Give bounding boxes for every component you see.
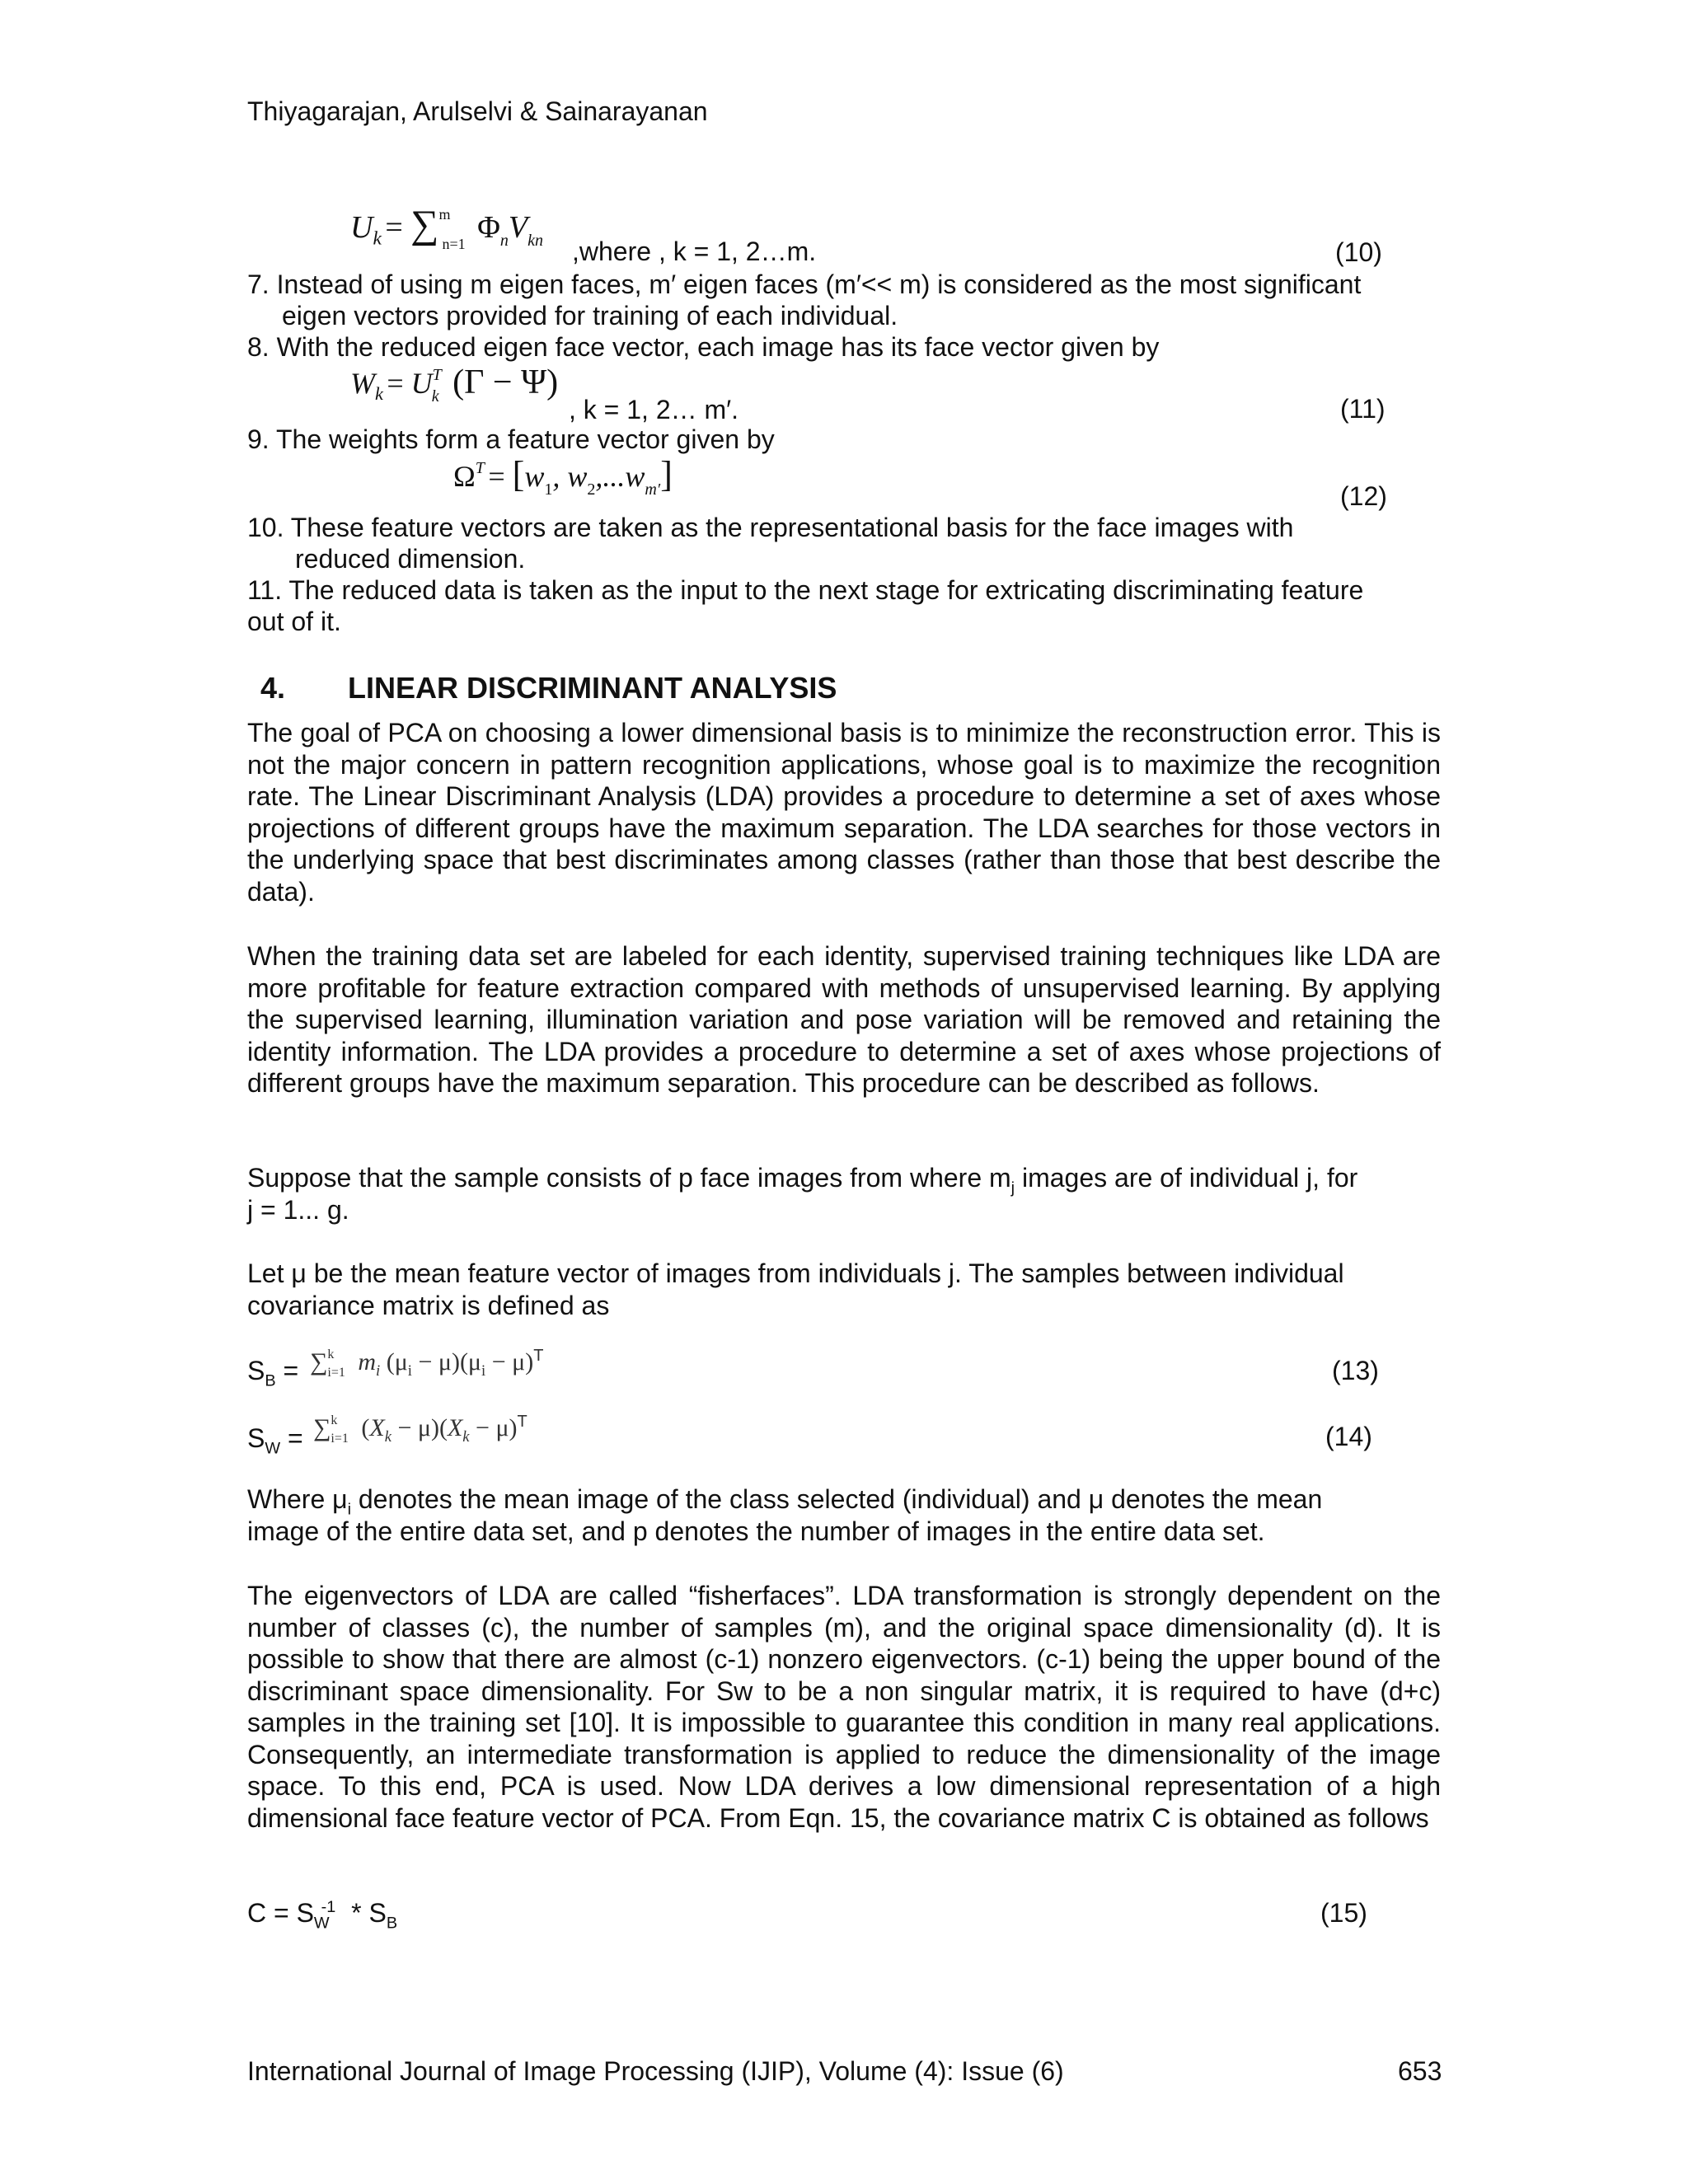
equation-14-image: ∑$^k_{i=1}$ $(X_k - \mu)(X_k - \mu)^T$	[313, 1413, 528, 1446]
equation-11-formula: $W_k$ = UTk (Γ − Ψ)	[350, 363, 559, 405]
running-header: Thiyagarajan, Arulselvi & Sainarayanan	[247, 96, 708, 126]
equation-10-number: (10)	[1335, 237, 1382, 267]
paragraph-6: The eigenvectors of LDA are called “fisherfaces”. LDA transformation is strongly dependent on the number of classes (c), the number of samples (m), and the original space dimensionality (d). It is possible to show that there are almost (c-1) nonzero eigenvectors. (c-1) being the upper bound of the discriminant space dimensionality. For Sw to be a non singular matrix, it is required to have (d+c) samples in the training set [10]. It is impossible to guarantee this condition in many real applications. Consequently, an intermediate transformation is applied to reduce the dimensionality of the image space. To this end, PCA is used. Now LDA derives a low dimensional representation of a high dimensional face feature vector of PCA. From Eqn. 15, the covariance matrix C is obtained as follows	[247, 1581, 1441, 1833]
equation-14-number: (14)	[1325, 1422, 1372, 1451]
equation-11-condition: , k = 1, 2… m′.	[569, 395, 739, 424]
paragraph-3: Suppose that the sample consists of p face images from where $m_j$ images are of individual j, for j = 1... g.	[247, 1163, 1358, 1225]
equation-10-condition: ,where , k = 1, 2…m.	[572, 237, 817, 266]
page-number: 653	[1398, 2056, 1442, 2086]
paragraph-1: The goal of PCA on choosing a lower dimensional basis is to minimize the reconstruction error. This is not the major concern in pattern recognition applications, whose goal is to maximize the recognition rate. The Linear Discriminant Analysis (LDA) provides a procedure to determine a set of axes whose projections of different groups have the maximum separation. The LDA searches for those vectors in the underlying space that best discriminates among classes (rather than those that best describe the data).	[247, 718, 1441, 907]
list-item-11-line1: 11. The reduced data is taken as the input to the next stage for extricating discriminating feature	[247, 575, 1364, 605]
footer-journal: International Journal of Image Processing (IJIP), Volume (4): Issue (6)	[247, 2056, 1064, 2086]
section-number: 4.	[260, 671, 286, 705]
equation-12-number: (12)	[1340, 481, 1387, 511]
equation-12-formula: ΩT = [w1, w2,...wm′]	[453, 454, 673, 499]
equation-13-lhs: $S_B$ =	[247, 1356, 299, 1390]
list-item-7-line1: 7. Instead of using m eigen faces, m′ eigen faces (m′<< m) is considered as the most significant	[247, 269, 1362, 299]
equation-11-number: (11)	[1340, 394, 1386, 424]
list-item-10-line1: 10. These feature vectors are taken as the representational basis for the face images with	[247, 513, 1294, 542]
section-title: LINEAR DISCRIMINANT ANALYSIS	[348, 671, 837, 705]
list-item-8: 8. With the reduced eigen face vector, each image has its face vector given by	[247, 332, 1160, 362]
paragraph-4: Let μ be the mean feature vector of images from individuals j. The samples between individual covariance matrix is defined as	[247, 1258, 1344, 1320]
equation-15-formula: $C = S_W^{-1} * S_B$	[247, 1898, 398, 1933]
list-item-10-line2: reduced dimension.	[295, 544, 526, 574]
list-item-11-line2: out of it.	[247, 607, 341, 636]
equation-15-number: (15)	[1320, 1898, 1367, 1928]
equation-14-lhs: $S_W$ =	[247, 1423, 303, 1458]
paragraph-2: When the training data set are labeled for each identity, supervised training techniques like LDA are more profitable for feature extraction compared with methods of unsupervised learning. By applying the supervised learning, illumination variation and pose variation will be removed and retaining the identity information. The LDA provides a procedure to determine a set of axes whose projections of different groups have the maximum separation. This procedure can be described as follows.	[247, 941, 1441, 1098]
list-item-9: 9. The weights form a feature vector given by	[247, 424, 775, 454]
equation-13-image: ∑$^k_{i=1}$ $m_i$ $(\mu_i - \mu)(\mu_i - \mu)^T$	[310, 1347, 544, 1380]
list-item-7-line2: eigen vectors provided for training of each individual.	[282, 301, 898, 330]
equation-10-formula: $U_k = \sum mn=1$ ΦnVkn	[350, 203, 544, 252]
equation-13-number: (13)	[1332, 1356, 1379, 1385]
paragraph-5: Where $\mu_i$ denotes the mean image of the class selected (individual) and μ denotes the mean image of the entire data set, and p denotes the number of images in the entire data set.	[247, 1484, 1323, 1546]
